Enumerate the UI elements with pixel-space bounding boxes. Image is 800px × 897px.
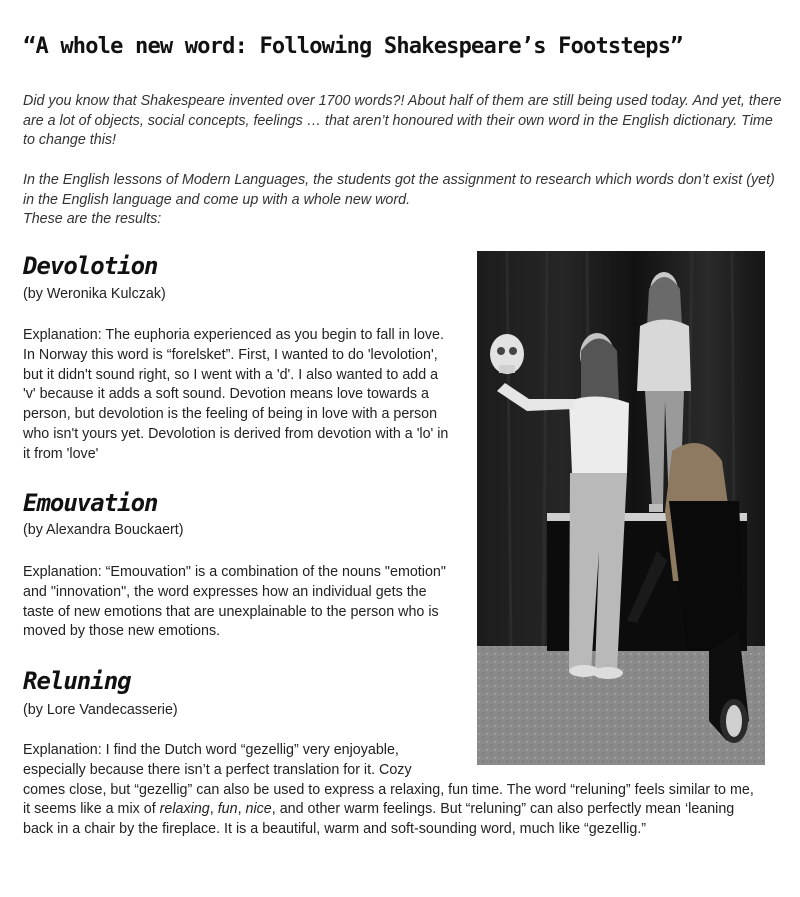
explanation-line: who isn't yours yet. Devolotion is derived from devotion with a 'lo' in [23,425,449,442]
explanation-line: Explanation: I find the Dutch word “gezellig” very enjoyable, [23,742,399,758]
explanation-line: 'v' because it adds a soft sound. Devotion means love towards a [23,386,430,403]
explanation-line: moved by those new emotions. [23,623,221,640]
word-explanation [23,326,448,465]
author-byline: (by Lore Vandecasserie) [23,702,178,718]
assignment-text: In the English lessons of Modern Languages, the students got the assignment to research which words don’t exist (yet) in the English language and come up with a whole new word. [23,172,775,208]
assignment-paragraph [23,171,783,230]
students-photo [477,251,765,765]
word-title-reluning: Reluning [23,667,131,695]
explanation-line: back in a chair by the fireplace. It is a beautiful, warm and soft-sounding word, much like “gezellig.” [23,821,647,838]
italic-word: relaxing [159,801,210,818]
text-run: , [237,801,246,818]
italic-word: nice [245,801,272,818]
word-title-emouvation: Emouvation [23,489,158,517]
explanation-line: Explanation: The euphoria experienced as you begin to fall in love. [23,327,444,343]
explanation-line: and "innovation", the word expresses how an individual gets the [23,583,427,600]
word-title-devolotion: Devolotion [23,252,158,280]
text-run: , and other warm feelings. But “reluning” can also perfectly mean ‘leaning [271,801,735,818]
explanation-line: taste of new emotions that are unexplainable to the person who is [23,603,439,620]
explanation-line: it from 'love' [23,445,99,462]
article-title: “A whole new word: Following Shakespeare’s Footsteps” [23,34,683,59]
word-explanation [23,563,446,642]
explanation-line [23,800,754,820]
explanation-line: In Norway this word is “forelsket”. First, I wanted to do 'levolotion', [23,346,438,363]
explanation-line: person, but devolotion is the feeling of being in love with a person [23,406,438,423]
text-run: , [209,801,218,818]
photo-illustration [477,251,765,765]
explanation-line: especially because there isn’t a perfect translation for it. Cozy [23,761,412,778]
explanation-line: but it didn't sound right, so I went with a 'd'. I also wanted to add a [23,366,439,383]
italic-word: fun [217,801,238,818]
explanation-line: Explanation: “Emouvation" is a combination of the nouns "emotion" [23,564,446,580]
explanation-line: comes close, but “gezellig” can also be used to express a relaxing, fun time. The word “reluning” feels similar to me, [23,781,754,798]
author-byline: (by Weronika Kulczak) [23,286,166,302]
results-lead: These are the results: [23,211,162,227]
text-run: it seems like a mix of [23,801,160,818]
intro-paragraph: Did you know that Shakespeare invented over 1700 words?! About half of them are still being used today. And yet, there are a lot of objects, social concepts, feelings … that aren’t honoured with their own word in the English dictionary. Time to change this! [23,93,782,148]
author-byline: (by Alexandra Bouckaert) [23,522,184,538]
